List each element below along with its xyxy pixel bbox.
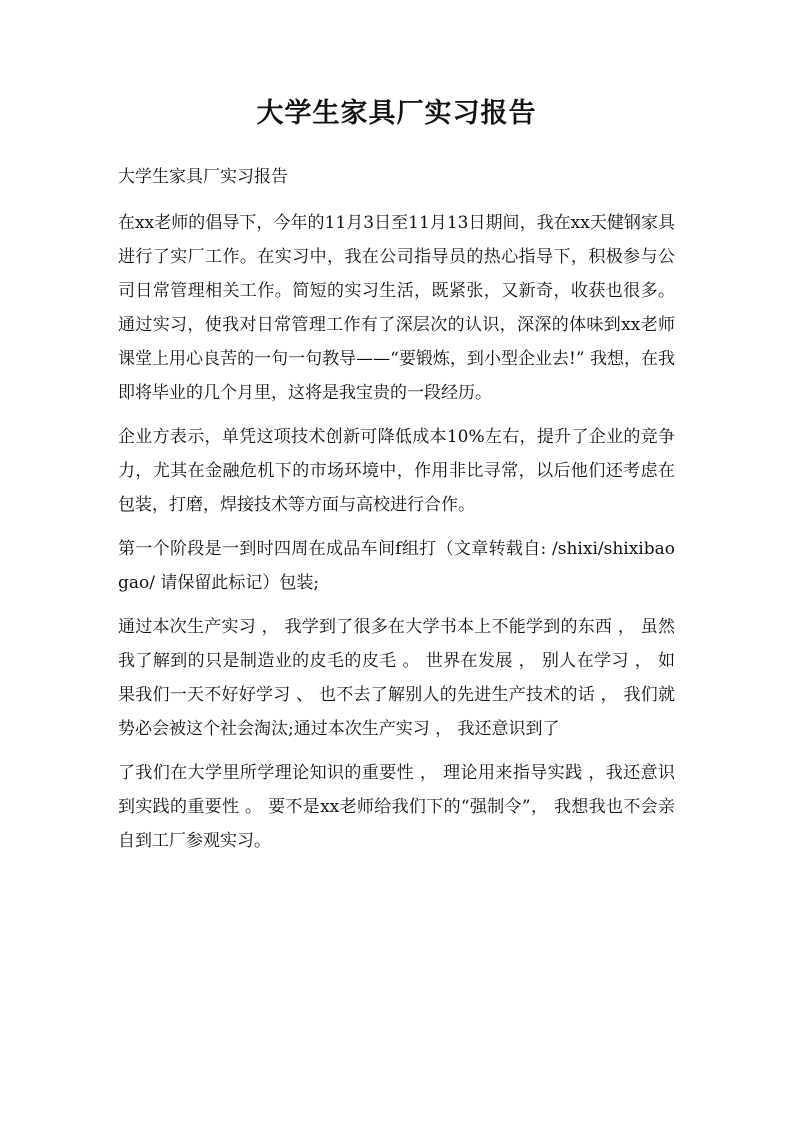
paragraph-first-stage: 第一个阶段是一到时四周在成品车间f组打（文章转载自: /shixi/shixibaogao/ 请保留此标记）包装; [118, 539, 675, 593]
paragraph-enterprise-statement: 企业方表示，单凭这项技术创新可降低成本10%左右，提升了企业的竞争力，尤其在金融危机下的市场环境中，作用非比寻常，以后他们还考虑在包装，打磨，焊接技术等方面与高校进行合作。 [118, 427, 675, 515]
paragraph-practice-importance: 了我们在大学里所学理论知识的重要性 ， 理论用来指导实践 ，我还意识到实践的重要性 。 要不是xx老师给我们下的“强制令”， 我想我也不会亲自到工厂参观实习。 [118, 763, 675, 851]
document-title: 大学生家具厂实习报告 [256, 98, 537, 129]
paragraph-internship-intro: 在xx老师的倡导下，今年的11月3日至11月13日期间，我在xx天健钢家具进行了实厂工作。在实习中，我在公司指导员的热心指导下，积极参与公司日常管理相关工作。简短的实习生活，既紧张，又新奇，收获也很多。通过实习，使我对日常管理工作有了深层次的认识，深深的体味到xx老师课堂上用心良苦的一句一句教导——“要锻炼，到小型企业去!” 我想，在我即将毕业的几个月里，这将是我宝贵的一段经历。 [118, 213, 675, 403]
document-subtitle: 大学生家具厂实习报告 [118, 167, 288, 187]
paragraph-learning-summary: 通过本次生产实习 ， 我学到了很多在大学书本上不能学到的东西 ， 虽然我了解到的只是制造业的皮毛的皮毛 。 世界在发展 ， 别人在学习 ， 如果我们一天不好好学习 、 也不去了解别人的先进生产技术的话 ， 我们就势必会被这个社会淘汰;通过本次生产实习 ， 我还意识到了 [118, 617, 675, 739]
